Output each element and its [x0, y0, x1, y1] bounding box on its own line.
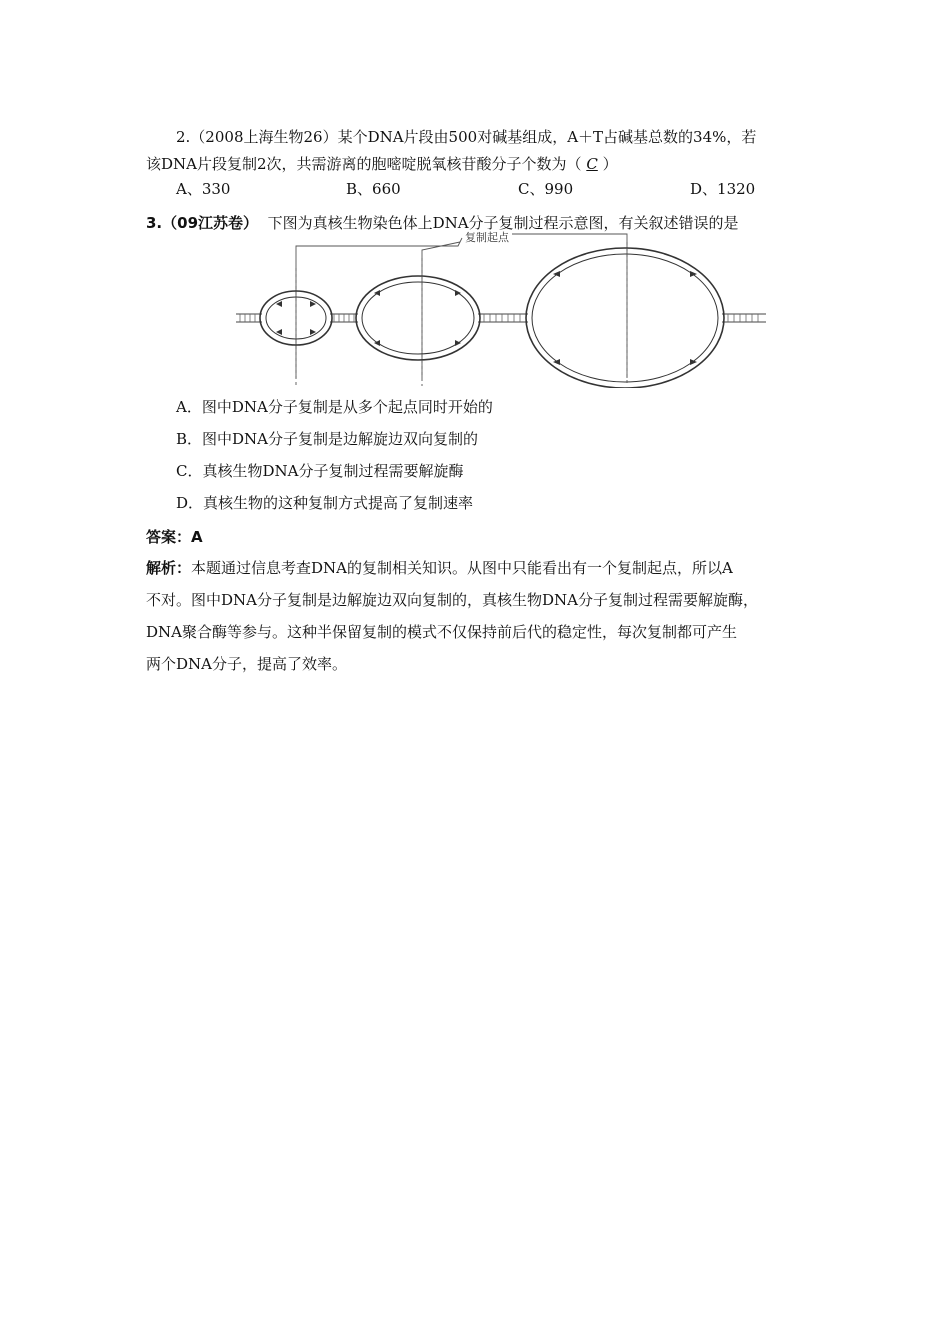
q2-line2-suffix: ） [597, 155, 618, 173]
q3-option-b: B．图中DNA分子复制是边解旋边双向复制的 [176, 430, 479, 448]
q3-analysis-text-1: 本题通过信息考查DNA的复制相关知识。从图中只能看出有一个复制起点，所以A [191, 559, 733, 577]
dna-strands [236, 314, 766, 322]
q2-line2-prefix: 该DNA片段复制2次，共需游离的胞嘧啶脱氧核苷酸分子个数为（ [146, 155, 587, 173]
q3-stem: 下图为真核生物染色体上DNA分子复制过程示意图，有关叙述错误的是 [267, 214, 739, 232]
q3-analysis-line3: DNA聚合酶等参与。这种半保留复制的模式不仅保持前后代的稳定性，每次复制都可产生 [146, 623, 737, 641]
q3-answer [146, 526, 203, 548]
q2-answer-mark: C [586, 155, 598, 173]
q3-analysis-line2: 不对。图中DNA分子复制是边解旋边双向复制的，真核生物DNA分子复制过程需要解旋酶， [146, 591, 758, 609]
q3-option-a: A．图中DNA分子复制是从多个起点同时开始的 [176, 398, 493, 416]
q3-answer-label: 答案： [146, 528, 192, 546]
q3-answer-value: A [191, 528, 203, 546]
q2-option-b: B、660 [346, 180, 401, 198]
q3-option-d: D．真核生物的这种复制方式提高了复制速率 [176, 494, 474, 512]
replication-bubbles [260, 248, 724, 388]
q2-line1: 2.（2008上海生物26）某个DNA片段由500对碱基组成，A＋T占碱基总数的34%，若 [176, 128, 757, 146]
figure-label-replication-origin: 复制起点 [465, 231, 509, 244]
q2-option-a: A、330 [176, 180, 231, 198]
q3-analysis-line1 [146, 557, 733, 579]
q3-number: 3.（09江苏卷） [146, 214, 259, 232]
q2-line2 [146, 153, 618, 175]
q3-analysis-line4: 两个DNA分子，提高了效率。 [146, 655, 347, 673]
q2-option-d: D、1320 [690, 180, 756, 198]
dna-replication-figure [230, 228, 770, 388]
q2-option-c: C、990 [518, 180, 574, 198]
bubble-large-outer [526, 248, 724, 388]
dna-base-pairs [240, 314, 758, 322]
q3-analysis-label: 解析： [146, 559, 192, 577]
bubble-medium-outer [356, 276, 480, 360]
q3-option-c: C．真核生物DNA分子复制过程需要解旋酶 [176, 462, 464, 480]
